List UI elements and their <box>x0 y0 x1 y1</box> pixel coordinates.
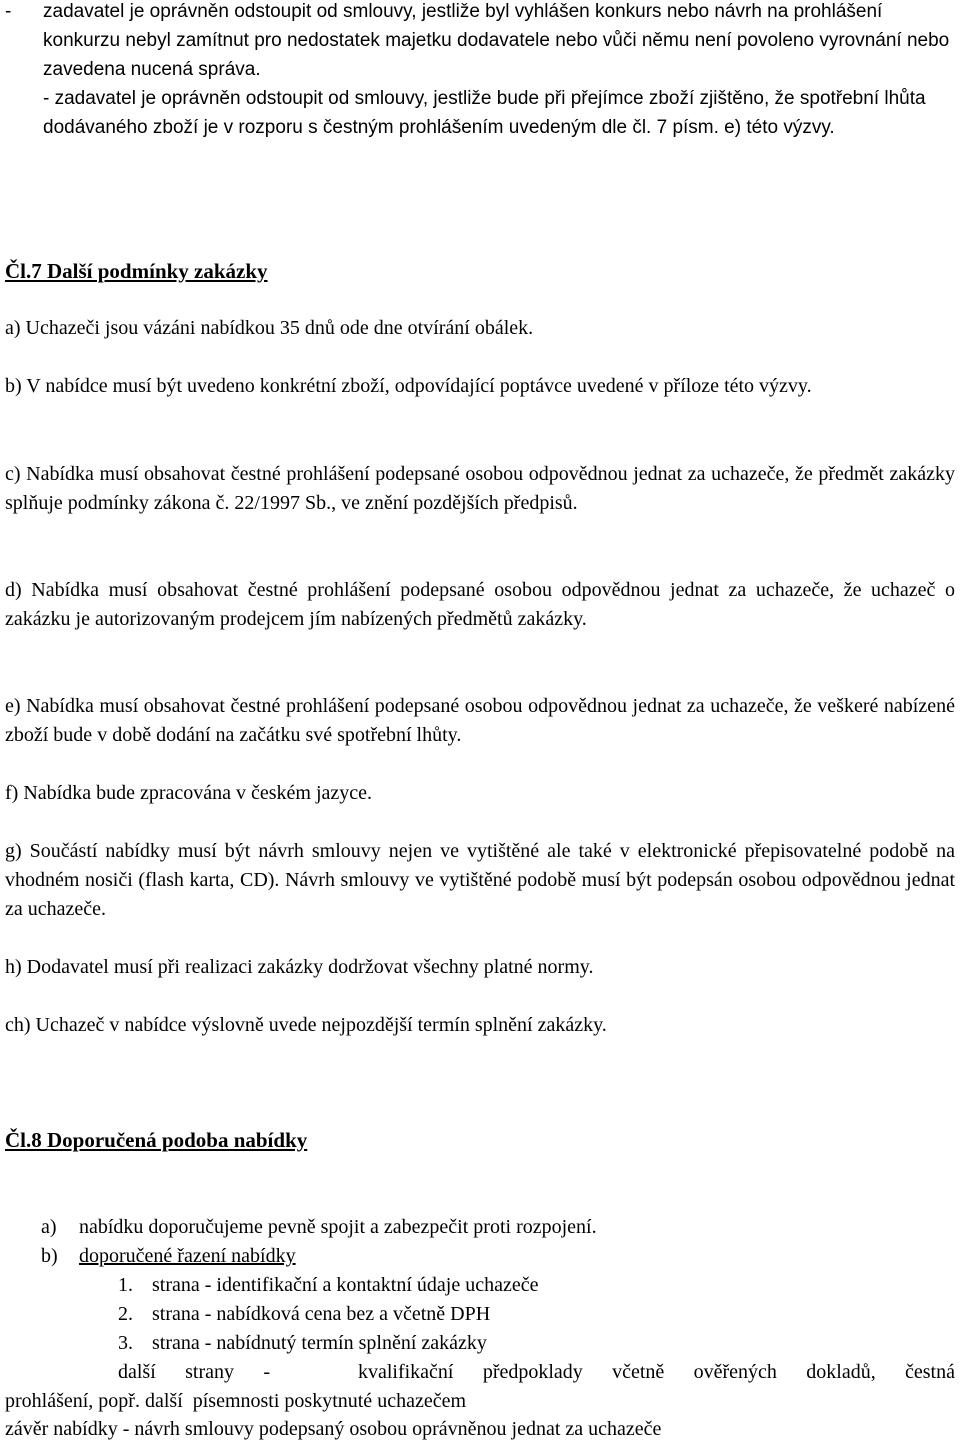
intro-item-1 <box>5 0 955 84</box>
further-pages-line-2: prohlášení, popř. další písemnosti poskytnuté uchazečem <box>5 1390 467 1412</box>
section-7-item-a: a) Uchazeči jsou vázáni nabídkou 35 dnů ode dne otvírání obálek. <box>5 317 534 339</box>
section-7-item-g: g) Součástí nabídky musí být návrh smlouvy nejen ve vytištěné ale také v elektronické přepisovatelné podobě na vhodném nosiči (flash karta, CD). Návrh smlouvy ve vytištěné podobě musí být podepsán osobou odpovědnou jednat za uchazeče. <box>5 840 955 920</box>
order-number: 1. <box>118 1274 133 1296</box>
closing-line: závěr nabídky - návrh smlouvy podepsaný osobou oprávněnou jednat za uchazeče <box>5 1418 662 1440</box>
intro-item-2: - zadavatel je oprávněn odstoupit od smlouvy, jestliže bude při přejímce zboží zjištěno, že spotřební lhůta dodávaného zboží je v rozporu s čestným prohlášením uvedeným dle čl. 7 písm. e) této výzvy. <box>43 88 926 138</box>
order-number: 2. <box>118 1303 133 1325</box>
section-7-item-d: d) Nabídka musí obsahovat čestné prohlášení podepsané osobou odpovědnou jednat za uchazeče, že uchazeč o zakázku je autorizovaným prodejcem jím nabízených předmětů zakázky. <box>5 579 955 630</box>
order-text: strana - identifikační a kontaktní údaje uchazeče <box>152 1274 539 1296</box>
item-b-marker: b) <box>41 1245 58 1267</box>
section-8-heading: Čl.8 Doporučená podoba nabídky <box>5 1128 308 1152</box>
section-8-item-b <box>41 1242 296 1271</box>
section-7-heading: Čl.7 Další podmínky zakázky <box>5 259 268 283</box>
intro-item-1-text: zadavatel je oprávněn odstoupit od smlouvy, jestliže byl vyhlášen konkurs nebo návrh na prohlášení konkurzu nebyl zamítnut pro nedostatek majetku dodavatele nebo vůči němu není povoleno vyrovnání nebo zavedena nucená správa. <box>43 1 950 80</box>
item-a-marker: a) <box>41 1216 57 1238</box>
item-a-text: nabídku doporučujeme pevně spojit a zabezpečit proti rozpojení. <box>79 1216 597 1238</box>
section-7-item-f: f) Nabídka bude zpracována v českém jazyce. <box>5 782 373 804</box>
further-pages-line-1: další strany - kvalifikační předpoklady včetně ověřených dokladů, čestná <box>118 1361 955 1383</box>
order-text: strana - nabídnutý termín splnění zakázky <box>152 1332 487 1354</box>
order-text: strana - nabídková cena bez a včetně DPH <box>152 1303 491 1325</box>
item-b-text: doporučené řazení nabídky <box>79 1245 296 1267</box>
section-7-item-e: e) Nabídka musí obsahovat čestné prohlášení podepsané osobou odpovědnou jednat za uchazeče, že veškeré nabízené zboží bude v době dodání na začátku své spotřební lhůty. <box>5 695 955 746</box>
section-8-item-a <box>41 1213 597 1242</box>
section-7-item-c: c) Nabídka musí obsahovat čestné prohlášení podepsané osobou odpovědnou jednat za uchazeče, že předmět zakázky splňuje podmínky zákona č. 22/1997 Sb., ve znění pozdějších předpisů. <box>5 463 955 514</box>
dash-marker: - <box>5 1 12 22</box>
order-row-3 <box>118 1329 487 1358</box>
section-7-item-ch: ch) Uchazeč v nabídce výslovně uvede nejpozdější termín splnění zakázky. <box>5 1014 607 1036</box>
order-row-2 <box>118 1300 490 1329</box>
order-number: 3. <box>118 1332 133 1354</box>
order-row-1 <box>118 1271 538 1300</box>
section-7-item-h: h) Dodavatel musí při realizaci zakázky dodržovat všechny platné normy. <box>5 956 594 978</box>
section-7-item-b: b) V nabídce musí být uvedeno konkrétní zboží, odpovídající poptávce uvedené v příloze této výzvy. <box>5 375 812 397</box>
